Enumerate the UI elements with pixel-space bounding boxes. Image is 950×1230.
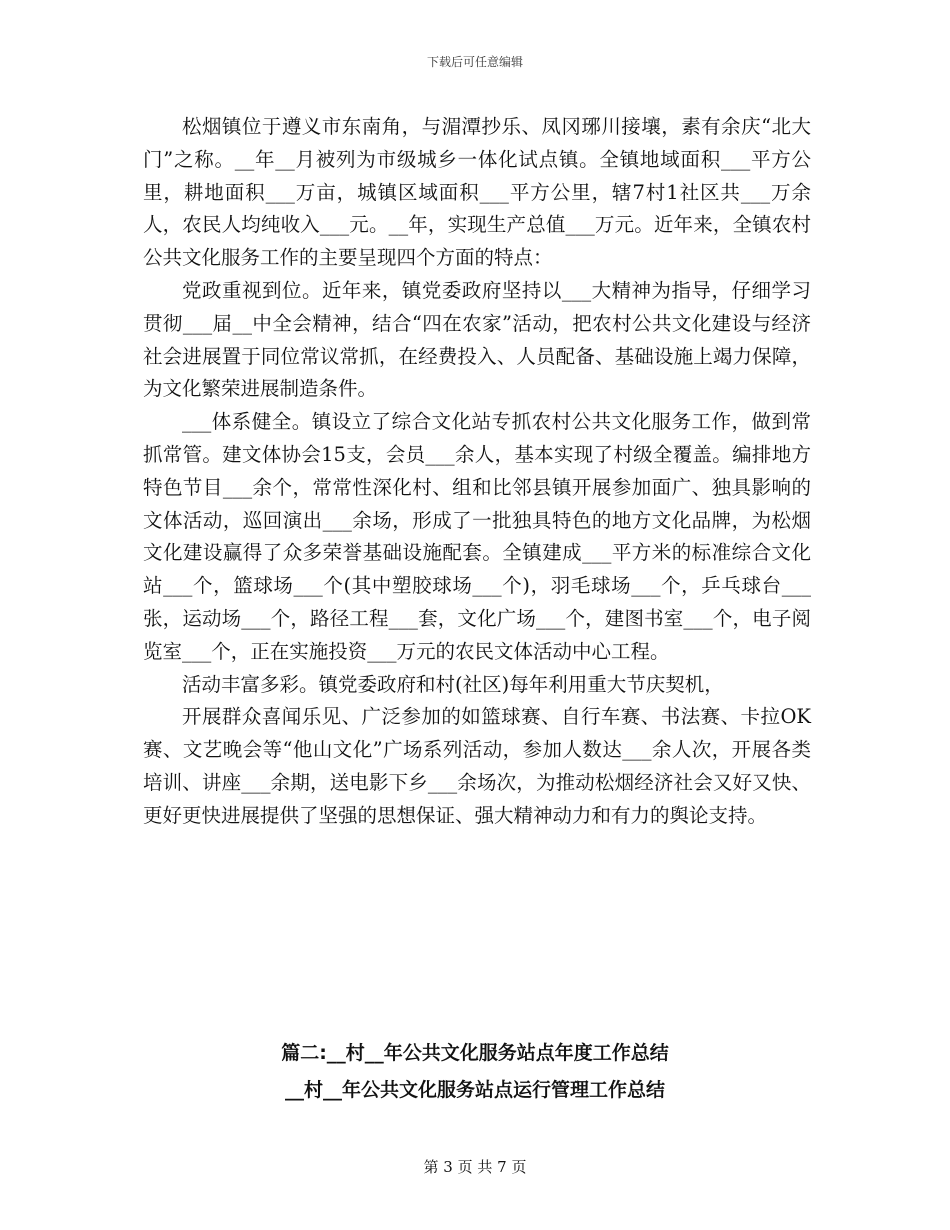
paragraph-party-leadership: 党政重视到位。近年来，镇党委政府坚持以___大精神为指导，仔细学习贯彻___届__中全会精神，结合“四在农家”活动，把农村公共文化建设与经济社会进展置于同位常议常抓，在经费投入、人员配备、基础设施上竭力保障，为文化繁荣进展制造条件。	[143, 278, 811, 401]
paragraph-activities: 活动丰富多彩。镇党委政府和村(社区)每年利用重大节庆契机，	[182, 672, 724, 696]
paragraph-activities-continued: 开展群众喜闻乐见、广泛参加的如篮球赛、自行车赛、书法赛、卡拉OK赛、文艺晚会等“他山文化”广场系列活动，参加人数达___余人次，开展各类培训、讲座___余期，送电影下乡___余场次，为推动松烟经济社会又好又快、更好更快进展提供了坚强的思想保证、强大精神动力和有力的舆论支持。	[143, 705, 811, 827]
document-body	[143, 111, 811, 833]
header-note: 下载后可任意编辑	[426, 55, 523, 69]
paragraph-intro: 松烟镇位于遵义市东南角，与湄潭抄乐、凤冈琊川接壤，素有余庆“北大门”之称。__年__月被列为市级城乡一体化试点镇。全镇地域面积___平方公里，耕地面积___万亩，城镇区域面积___平方公里，辖7村1社区共___万余人，农民人均纯收入___元。__年，实现生产总值___万元。近年来，全镇农村公共文化服务工作的主要呈现四个方面的特点：	[143, 115, 811, 270]
page-number: 第 3 页 共 7 页	[423, 1158, 527, 1176]
section-subtitle: __村__年公共文化服务站点运行管理工作总结	[284, 1079, 665, 1101]
paragraph-system: ___体系健全。镇设立了综合文化站专抓农村公共文化服务工作，做到常抓常管。建文体协会15支，会员___余人，基本实现了村级全覆盖。编排地方特色节目___余个，常常性深化村、组和比邻县镇开展参加面广、独具影响的文体活动，巡回演出___余场，形成了一批独具特色的地方文化品牌，为松烟文化建设赢得了众多荣誉基础设施配套。全镇建成___平方米的标准综合文化站___个，篮球场___个(其中塑胶球场___个)，羽毛球场___个，乒乓球台___张，运动场___个，路径工程___套，文化广场___个，建图书室___个，电子阅览室___个，正在实施投资___万元的农民文体活动中心工程。	[143, 410, 811, 663]
section-title: 篇二:__村__年公共文化服务站点年度工作总结	[281, 1042, 669, 1064]
